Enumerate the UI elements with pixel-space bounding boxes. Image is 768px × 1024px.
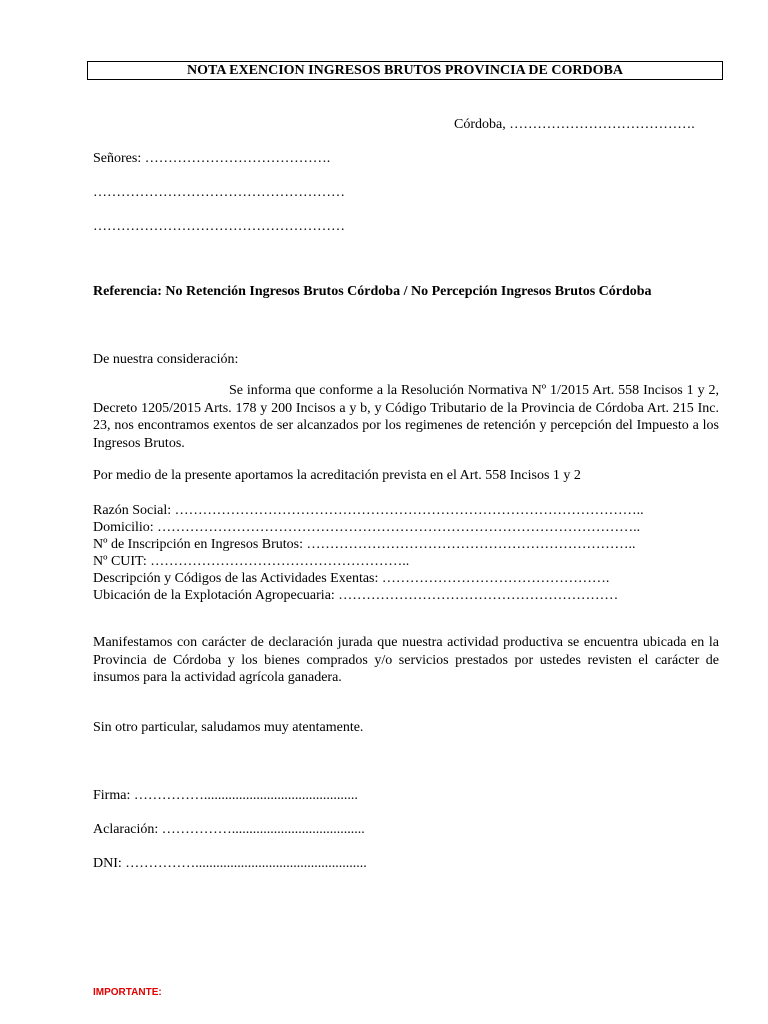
signature-dni: DNI: ……………................................................. <box>93 856 367 871</box>
important-label: IMPORTANTE: <box>93 987 162 998</box>
sworn-declaration: Manifestamos con carácter de declaración jurada que nuestra actividad productiva se encuentra ubicada en la Provincia de Córdoba y los bienes comprados y/o servicios prestados por ustedes revisten el carácter de insumos para la actividad agrícola ganadera. <box>93 635 719 685</box>
recipient-line-2: ……………………………………………… <box>93 185 345 200</box>
document-title: NOTA EXENCION INGRESOS BRUTOS PROVINCIA DE CORDOBA <box>87 61 723 80</box>
signature-firma: Firma: ……………............................................ <box>93 788 358 803</box>
field-inscripcion-ingresos-brutos: Nº de Inscripción en Ingresos Brutos: …………………………………………………………….. <box>93 537 636 552</box>
field-explotacion-agropecuaria: Ubicación de la Explotación Agropecuaria: …………………………………………………… <box>93 588 619 603</box>
field-razon-social: Razón Social: ……………………………………………………………………………………….. <box>93 503 644 518</box>
reference-line: Referencia: No Retención Ingresos Brutos Córdoba / No Percepción Ingresos Brutos Córdoba <box>93 284 652 299</box>
place-date-line: Córdoba, …………………………………. <box>454 117 695 132</box>
field-cuit: Nº CUIT: ……………………………………………….. <box>93 554 410 569</box>
greeting: De nuestra consideración: <box>93 352 239 367</box>
paragraph-resolution <box>93 382 719 452</box>
field-domicilio: Domicilio: ………………………………………………………………………………………….. <box>93 520 641 535</box>
recipient-line-3: ……………………………………………… <box>93 219 345 234</box>
paragraph-accreditation: Por medio de la presente aportamos la acreditación prevista en el Art. 558 Incisos 1 y 2 <box>93 468 581 483</box>
recipient-line-1: Señores: …………………………………. <box>93 151 331 166</box>
paragraph-resolution-text: Se informa que conforme a la Resolución Normativa Nº 1/2015 Art. 558 Incisos 1 y 2, Decreto 1205/2015 Arts. 178 y 200 Incisos a y b, y Código Tributario de la Provincia de Córdoba Art. 215 Inc. 23, nos encontramos exentos de ser alcanzados por los regimenes de retención y percepción del Impuesto a los Ingresos Brutos. <box>93 383 719 451</box>
field-actividades-exentas: Descripción y Códigos de las Actividades Exentas: …………………………………………. <box>93 571 610 586</box>
signature-aclaracion: Aclaración: ……………...................................... <box>93 822 365 837</box>
closing-line: Sin otro particular, saludamos muy atentamente. <box>93 720 364 735</box>
